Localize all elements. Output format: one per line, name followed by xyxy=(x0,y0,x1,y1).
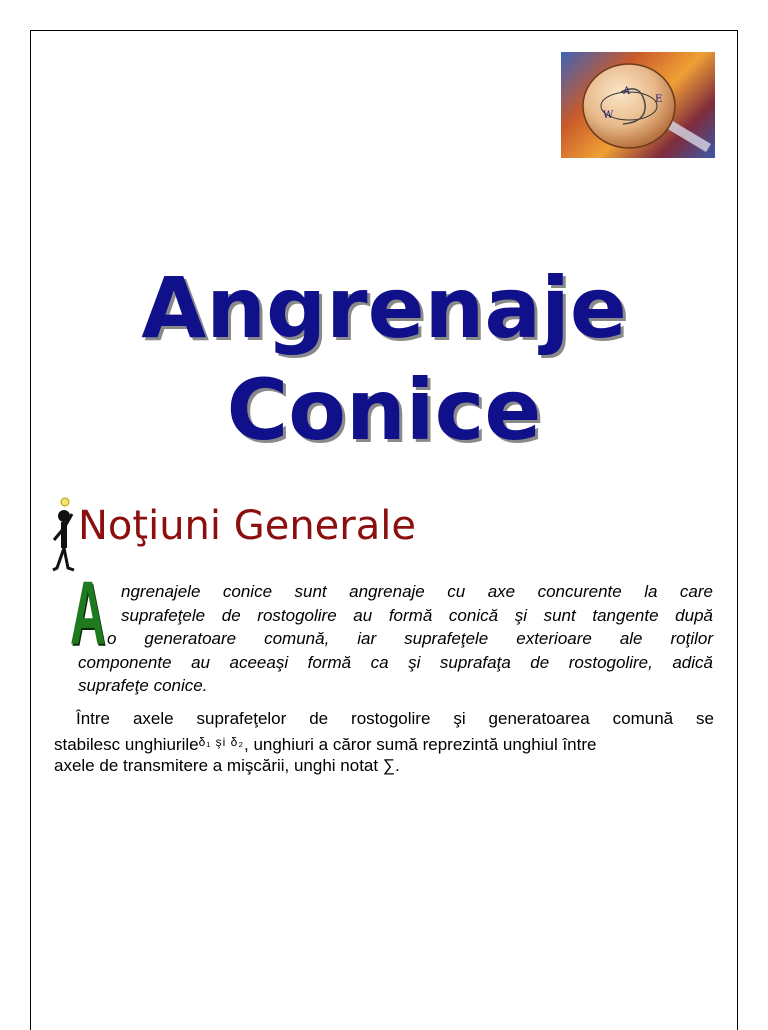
paragraph-2 xyxy=(54,707,714,778)
angle-symbols: δ₁ şi δ₂ xyxy=(198,734,244,749)
wae-logo-icon xyxy=(561,52,715,158)
drop-cap: A xyxy=(70,564,106,664)
paragraph-2-line: Între axele suprafeţelor de rostogolire şi generatoarea comună se xyxy=(76,709,714,728)
paragraph-1-line: suprafeţe conice. xyxy=(78,676,208,695)
logo-letter-e: E xyxy=(655,94,663,105)
section-heading: Noţiuni Generale xyxy=(78,503,416,549)
title-line-2: Conice xyxy=(226,361,542,459)
title-line-1: Angrenaje xyxy=(141,259,627,357)
paragraph-1-line: ngrenajele conice sunt angrenaje cu axe concurente la care xyxy=(121,582,713,601)
paragraph-2-text: , unghiuri a căror sumă reprezintă unghiul între xyxy=(244,734,597,754)
paragraph-2-line: axele de transmitere a mişcării, unghi notat ∑. xyxy=(54,756,400,775)
paragraph-1-line: componente au aceeaşi formă ca şi suprafaţa de rostogolire, adică xyxy=(78,652,713,672)
paragraph-1-line: o generatoare comună, iar suprafeţele exterioare ale roţilor xyxy=(107,629,713,648)
logo xyxy=(561,52,715,158)
logo-letter-a: A xyxy=(623,86,631,97)
paragraph-2-line xyxy=(54,731,714,755)
paragraph-2-text: stabilesc unghiurile xyxy=(54,734,199,754)
paragraph-1-line: suprafeţele de rostogolire au formă conică şi sunt tangente după xyxy=(121,605,713,625)
logo-letter-w: W xyxy=(603,110,614,121)
